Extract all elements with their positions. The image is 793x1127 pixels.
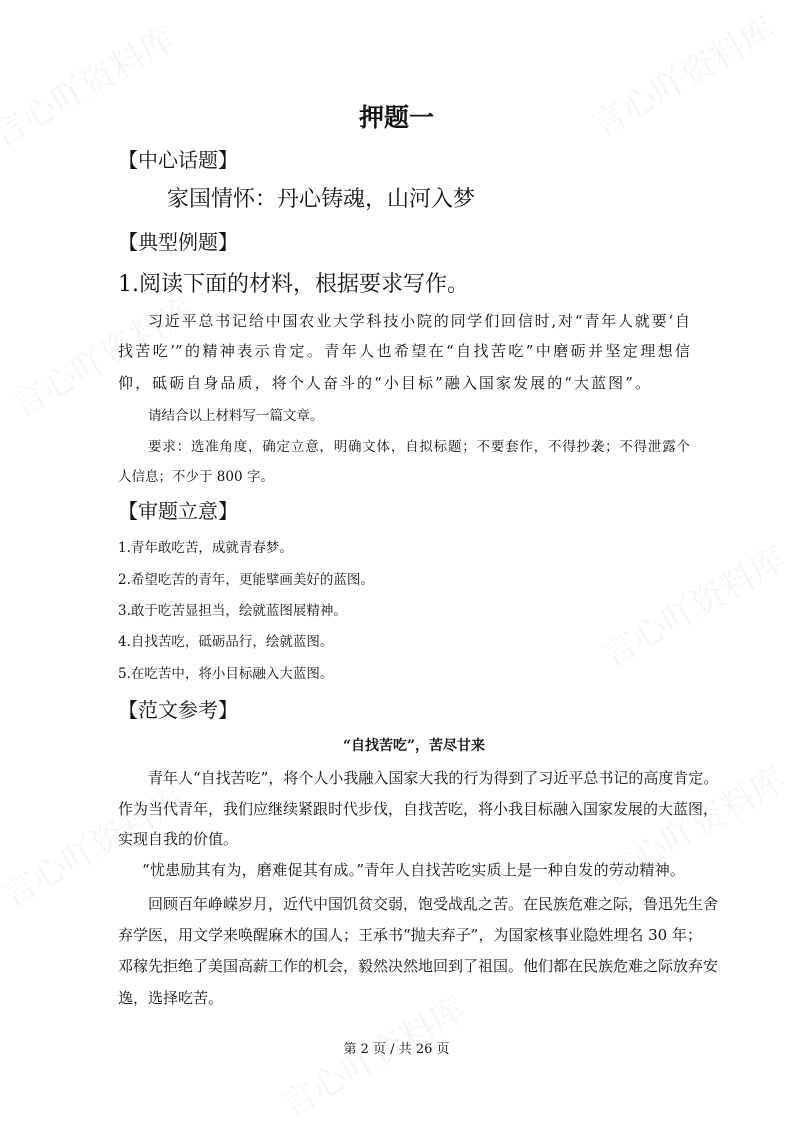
- watermark: [591, 532, 792, 676]
- section-heading-example: 【典型例题】: [118, 230, 238, 254]
- essay-line: 弃学医，用文学来唤醒麻木的国人；王承书“抛夫弃子”，为国家核事业隐姓埋名 30 年；: [118, 926, 702, 944]
- essay-line: 邓稼先拒绝了美国高薪工作的机会，毅然决然地回到了祖国。他们都在民族危难之际放弃安: [118, 957, 719, 975]
- page-title: 押题一: [358, 103, 434, 132]
- essay-line: “忧患励其有为，磨难促其有成。”青年人自找苦吃实质上是一种自发的劳动精神。: [142, 861, 685, 879]
- section-heading-sample: 【范文参考】: [118, 698, 238, 722]
- material-line: 习近平总书记给中国农业大学科技小院的同学们回信时,对“青年人就要‘自: [148, 312, 690, 330]
- material-line: 找苦吃’”的精神表示肯定。青年人也希望在“自找苦吃”中磨砺并坚定理想信: [118, 342, 690, 360]
- requirement-line: 人信息；不少于 800 字。: [118, 469, 274, 485]
- section-heading-analysis: 【审题立意】: [118, 499, 238, 523]
- essay-line: 逸，选择吃苦。: [118, 989, 224, 1007]
- essay-line: 回顾百年峥嵘岁月，近代中国饥贫交弱，饱受战乱之苦。在民族危难之际，鲁迅先生舍: [148, 895, 719, 913]
- essay-line: 青年人“自找苦吃”，将个人小我融入国家大我的行为得到了习近平总书记的高度肯定。: [148, 769, 719, 787]
- analysis-item: 3.敢于吃苦显担当，绘就蓝图展精神。: [118, 603, 347, 619]
- essay-line: 作为当代青年，我们应继续紧跟时代步伐，自找苦吃，将小我目标融入国家发展的大蓝图，: [118, 800, 719, 818]
- analysis-item: 5.在吃苦中，将小目标融入大蓝图。: [118, 666, 334, 682]
- instruction: 请结合以上材料写一篇文章。: [148, 408, 324, 424]
- watermark: [0, 12, 183, 156]
- essay-line: 实现自我的价值。: [118, 830, 239, 848]
- question-heading: 1.阅读下面的材料，根据要求写作。: [118, 272, 469, 297]
- analysis-item: 2.希望吃苦的青年，更能擘画美好的蓝图。: [118, 572, 374, 588]
- requirement-line: 要求：选准角度，确定立意，明确文体，自拟标题；不要套作，不得抄袭；不得泄露个: [148, 439, 690, 455]
- essay-title: “自找苦吃”，苦尽甘来: [342, 738, 486, 754]
- analysis-item: 4.自找苦吃，砥砺品行，绘就蓝图。: [118, 634, 334, 650]
- section-heading-center-topic: 【中心话题】: [118, 148, 238, 172]
- material-line: 仰，砥砺自身品质，将个人奋斗的“小目标”融入国家发展的“大蓝图”。: [118, 374, 650, 392]
- topic-heading: 家国情怀：丹心铸魂，山河入梦: [167, 187, 476, 212]
- page-footer: 第 2 页 / 共 26 页: [343, 1042, 450, 1057]
- analysis-item: 1.青年敢吃苦，成就青春梦。: [118, 540, 293, 556]
